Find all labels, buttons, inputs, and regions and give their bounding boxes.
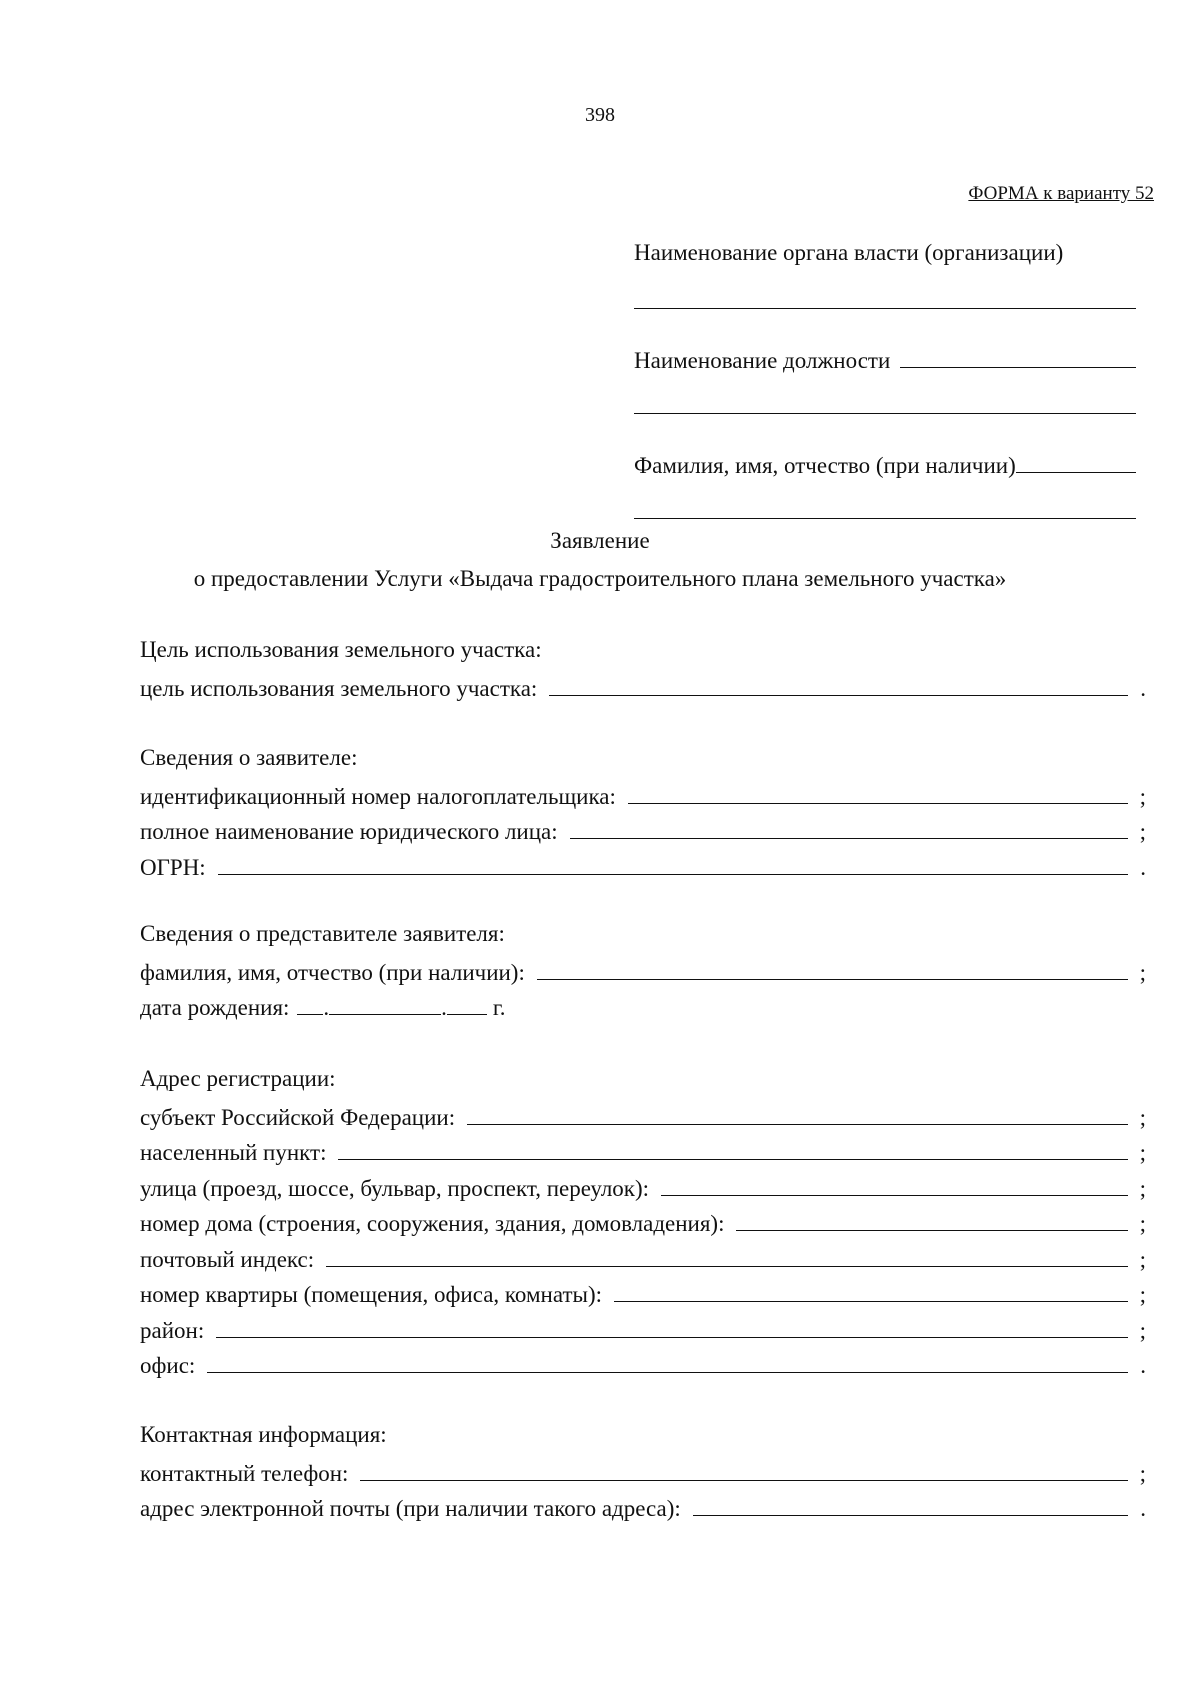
birth-date-label: дата рождения:	[140, 995, 290, 1020]
birth-year-field[interactable]	[447, 992, 487, 1015]
birth-month-field[interactable]	[329, 992, 441, 1015]
addressee-name-field[interactable]	[1016, 450, 1136, 473]
apartment-field[interactable]	[614, 1279, 1128, 1302]
street-row	[140, 1173, 1146, 1209]
email-field[interactable]	[693, 1493, 1128, 1516]
house-row	[140, 1208, 1146, 1244]
postcode-end: ;	[1139, 1246, 1146, 1272]
apartment-end: ;	[1139, 1282, 1146, 1307]
registration-section	[140, 1066, 1146, 1386]
representative-name-row	[140, 957, 1146, 993]
office-end: .	[1140, 1353, 1146, 1378]
postcode-label: почтовый индекс:	[140, 1246, 315, 1272]
birth-day-field[interactable]	[297, 992, 323, 1015]
subject-field[interactable]	[467, 1102, 1128, 1125]
district-field[interactable]	[216, 1315, 1128, 1338]
district-label: район:	[140, 1317, 205, 1343]
registration-heading: Адрес регистрации:	[140, 1066, 336, 1091]
form-variant-label: ФОРМА к варианту 52	[968, 183, 1154, 204]
house-label: номер дома (строения, сооружения, здания, домовладения):	[140, 1211, 725, 1236]
legal-name-end: ;	[1139, 819, 1146, 844]
ogrn-end: .	[1140, 854, 1146, 880]
street-label: улица (проезд, шоссе, бульвар, проспект, переулок):	[140, 1175, 650, 1201]
representative-name-label: фамилия, имя, отчество (при наличии):	[140, 959, 525, 985]
authority-name-field[interactable]	[634, 274, 1136, 309]
legal-name-row	[140, 816, 1146, 852]
contact-section	[140, 1422, 1146, 1529]
ogrn-row	[140, 852, 1146, 888]
street-end: ;	[1139, 1175, 1146, 1201]
subject-row	[140, 1102, 1146, 1138]
locality-row	[140, 1137, 1146, 1173]
email-label: адрес электронной почты (при наличии такого адреса):	[140, 1496, 681, 1521]
inn-label: идентификационный номер налогоплательщика:	[140, 783, 616, 809]
office-field[interactable]	[207, 1350, 1128, 1373]
phone-label: контактный телефон:	[140, 1460, 349, 1486]
legal-name-label: полное наименование юридического лица:	[140, 819, 558, 844]
email-row	[140, 1493, 1146, 1529]
authority-name-row	[634, 240, 1136, 274]
legal-name-field[interactable]	[570, 816, 1128, 839]
birth-date-separator: .	[441, 995, 447, 1020]
ogrn-field[interactable]	[218, 852, 1128, 875]
locality-end: ;	[1139, 1140, 1146, 1165]
representative-name-end: ;	[1139, 959, 1146, 985]
applicant-heading: Сведения о заявителе:	[140, 745, 358, 770]
postcode-field[interactable]	[326, 1244, 1128, 1267]
inn-field[interactable]	[628, 781, 1128, 804]
inn-row	[140, 781, 1146, 817]
applicant-section	[140, 745, 1146, 887]
apartment-row	[140, 1279, 1146, 1315]
ogrn-label: ОГРН:	[140, 854, 206, 880]
position-field-continued[interactable]	[634, 379, 1136, 414]
phone-field[interactable]	[360, 1458, 1128, 1481]
phone-end: ;	[1139, 1460, 1146, 1486]
apartment-label: номер квартиры (помещения, офиса, комнаты):	[140, 1282, 602, 1307]
district-end: ;	[1139, 1317, 1146, 1343]
postcode-row	[140, 1244, 1146, 1280]
subject-label: субъект Российской Федерации:	[140, 1104, 456, 1130]
inn-end: ;	[1139, 783, 1146, 809]
office-label: офис:	[140, 1353, 196, 1378]
subject-end: ;	[1139, 1104, 1146, 1130]
purpose-heading: Цель использования земельного участка:	[140, 637, 542, 662]
locality-field[interactable]	[338, 1137, 1128, 1160]
position-field[interactable]	[900, 345, 1136, 368]
addressee-name-label: Фамилия, имя, отчество (при наличии)	[634, 453, 1016, 478]
representative-name-field[interactable]	[537, 957, 1128, 980]
office-row	[140, 1350, 1146, 1386]
representative-section	[140, 921, 1146, 1028]
phone-row	[140, 1458, 1146, 1494]
document-subtitle: о предоставлении Услуги «Выдача градостроительного плана земельного участка»	[193, 566, 1007, 591]
contact-heading: Контактная информация:	[140, 1422, 387, 1447]
position-row	[634, 345, 1136, 379]
page-number: 398	[585, 104, 615, 126]
document-title: Заявление	[550, 528, 650, 553]
addressee-block	[634, 240, 1136, 555]
house-field[interactable]	[736, 1208, 1128, 1231]
purpose-end: .	[1140, 675, 1146, 701]
position-label: Наименование должности	[634, 348, 891, 373]
street-field[interactable]	[661, 1173, 1128, 1196]
purpose-row	[140, 673, 1146, 709]
purpose-label: цель использования земельного участка:	[140, 675, 538, 701]
email-end: .	[1140, 1496, 1146, 1521]
house-end: ;	[1139, 1211, 1146, 1236]
district-row	[140, 1315, 1146, 1351]
purpose-section	[140, 637, 1146, 708]
birth-date-separator: .	[323, 995, 330, 1020]
authority-name-label: Наименование органа власти (организации)	[634, 240, 1064, 265]
addressee-name-row	[634, 450, 1136, 484]
birth-date-row	[140, 992, 1146, 1028]
locality-label: населенный пункт:	[140, 1140, 327, 1165]
addressee-name-field-continued[interactable]	[634, 484, 1136, 519]
purpose-field[interactable]	[549, 673, 1128, 696]
year-suffix: г.	[492, 995, 506, 1020]
representative-heading: Сведения о представителе заявителя:	[140, 921, 505, 946]
